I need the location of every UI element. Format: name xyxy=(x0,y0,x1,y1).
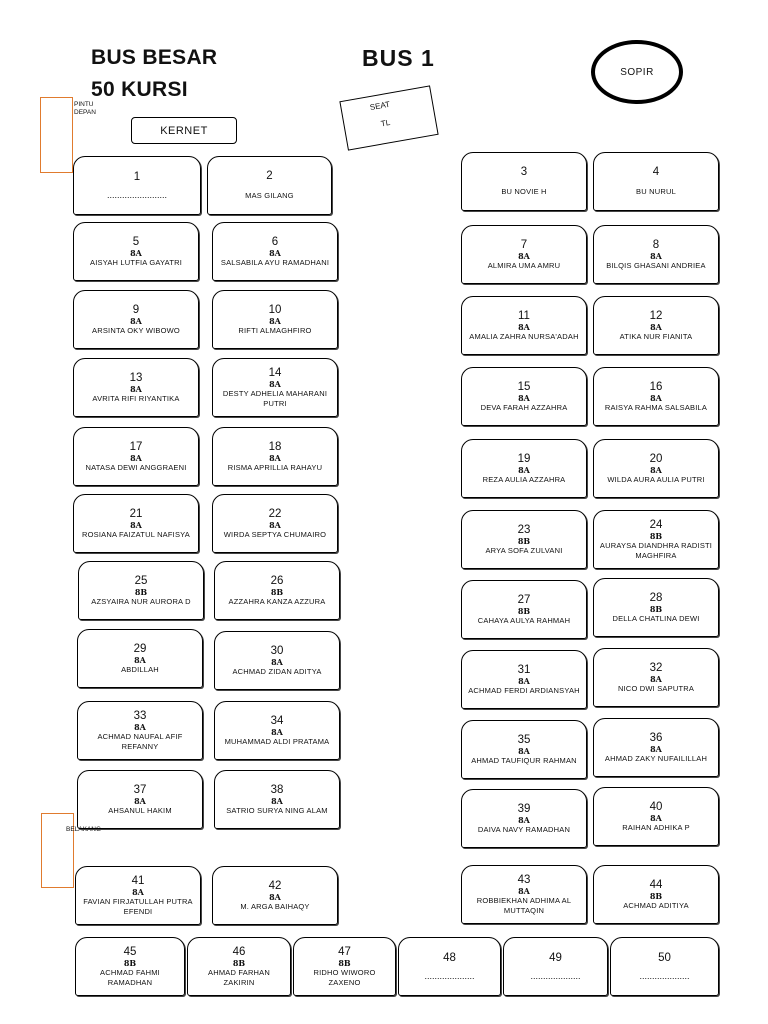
seat-13 xyxy=(73,358,199,417)
passenger-name: BU NOVIE H xyxy=(501,187,547,196)
passenger-name: ACHMAD FAHMI RAMADHAN xyxy=(100,967,160,987)
seat-45 xyxy=(75,937,185,996)
seat-number: 47 xyxy=(338,945,351,958)
seat-19 xyxy=(461,439,587,498)
seat-25 xyxy=(78,561,204,620)
seat-29 xyxy=(77,629,203,688)
seat-number: 31 xyxy=(517,663,531,676)
seat-39 xyxy=(461,789,587,848)
passenger-name: AZZAHRA KANZA AZZURA xyxy=(228,596,326,606)
seat-number: 16 xyxy=(649,380,663,393)
seat-number: 10 xyxy=(268,303,282,316)
passenger-name: ACHMAD ZIDAN ADITYA xyxy=(232,666,322,676)
seat-number: 29 xyxy=(133,642,147,655)
seat-number: 17 xyxy=(129,440,143,453)
passenger-name: ALMIRA UMA AMRU xyxy=(487,260,561,270)
seat-class: 8A xyxy=(518,321,530,332)
seat-class: 8A xyxy=(130,519,142,530)
seat-class: 8A xyxy=(518,392,530,403)
tour-leader-seat-label: SEAT xyxy=(369,99,391,113)
seat-number: 26 xyxy=(270,574,284,587)
passenger-name: AZSYAIRA NUR AURORA D xyxy=(91,596,191,606)
seat-number: 21 xyxy=(129,507,143,520)
seat-24 xyxy=(593,510,719,569)
seat-10 xyxy=(212,290,338,349)
passenger-name: AVRITA RIFI RIYANTIKA xyxy=(92,393,180,403)
seat-number: 12 xyxy=(649,309,663,322)
seat-class: 8A xyxy=(269,247,281,258)
driver-seat xyxy=(591,40,683,104)
seat-class: 8A xyxy=(132,886,144,897)
seat-7 xyxy=(461,225,587,284)
seat-number: 41 xyxy=(131,874,145,887)
seat-number: 7 xyxy=(520,238,528,251)
seat-class: 8A xyxy=(518,675,530,686)
seat-6 xyxy=(212,222,338,281)
tour-leader-seat xyxy=(339,85,438,150)
passenger-name: SALSABILA AYU RAMADHANI xyxy=(220,257,330,267)
seat-number: 2 xyxy=(266,170,273,182)
seat-33 xyxy=(77,701,203,760)
seat-class: 8A xyxy=(650,743,662,754)
passenger-name: CAHAYA AULYA RAHMAH xyxy=(477,615,571,625)
passenger-name: RAISYA RAHMA SALSABILA xyxy=(604,402,708,412)
passenger-name: AHSANUL HAKIM xyxy=(108,805,172,815)
seat-41 xyxy=(75,866,201,925)
seat-class: 8B xyxy=(270,586,284,597)
seat-class: 8A xyxy=(518,814,530,825)
seat-class: 8B xyxy=(517,605,531,616)
seat-number: 19 xyxy=(517,452,531,465)
seat-number: 50 xyxy=(658,952,671,964)
seat-31 xyxy=(461,650,587,709)
passenger-name: FAVIAN FIRJATULLAH PUTRA EFENDI xyxy=(83,896,193,916)
seat-class: 8A xyxy=(269,891,281,902)
passenger-name: BU NURUL xyxy=(636,187,676,196)
seat-class: 8A xyxy=(650,812,662,823)
seat-3 xyxy=(461,152,587,211)
passenger-name: .................... xyxy=(530,971,581,981)
seat-number: 38 xyxy=(270,783,284,796)
seat-number: 46 xyxy=(232,945,246,958)
seat-44 xyxy=(593,865,719,924)
seat-number: 6 xyxy=(271,235,279,248)
seat-number: 8 xyxy=(652,238,660,251)
seat-number: 25 xyxy=(134,574,148,587)
seat-number: 40 xyxy=(649,800,663,813)
passenger-name: ARSINTA OKY WIBOWO xyxy=(92,325,180,335)
seat-class: 8A xyxy=(269,519,281,530)
passenger-name: .................... xyxy=(639,971,690,981)
seat-30 xyxy=(214,631,340,690)
passenger-name: WILDA AURA AULIA PUTRI xyxy=(607,474,705,484)
seat-number: 44 xyxy=(649,878,663,891)
seat-number: 15 xyxy=(517,380,531,393)
seat-number: 30 xyxy=(270,644,284,657)
seat-class: 8A xyxy=(271,726,283,737)
seat-class: 8A xyxy=(518,464,530,475)
seat-number: 28 xyxy=(649,591,663,604)
seat-17 xyxy=(73,427,199,486)
seat-number: 32 xyxy=(649,661,663,674)
bus-type-title: BUS BESAR xyxy=(91,46,218,69)
seat-number: 18 xyxy=(268,440,282,453)
seat-34 xyxy=(214,701,340,760)
seat-number: 24 xyxy=(649,518,663,531)
seat-48 xyxy=(398,937,501,996)
seat-class: 8A xyxy=(650,321,662,332)
passenger-name: MAS GILANG xyxy=(245,191,294,200)
seat-number: 42 xyxy=(268,879,282,892)
passenger-name: ROBBIEKHAN ADHIMA AL MUTTAQIN xyxy=(476,895,572,915)
passenger-name: RIDHO WIWORO ZAXENO xyxy=(313,967,376,987)
seat-27 xyxy=(461,580,587,639)
seat-number: 36 xyxy=(649,731,663,744)
seat-number: 34 xyxy=(270,714,284,727)
passenger-name: MUHAMMAD ALDI PRATAMA xyxy=(224,736,330,746)
passenger-name: DESTY ADHELIA MAHARANI PUTRI xyxy=(222,388,328,408)
seat-class: 8B xyxy=(123,957,137,968)
passenger-name: AMALIA ZAHRA NURSA'ADAH xyxy=(469,331,579,341)
passenger-name: ACHMAD NAUFAL AFIF REFANNY xyxy=(97,731,183,751)
seat-class: 8B xyxy=(338,957,351,968)
passenger-name: ROSIANA FAIZATUL NAFISYA xyxy=(81,529,191,539)
seat-43 xyxy=(461,865,587,924)
seat-42 xyxy=(212,866,338,925)
seat-40 xyxy=(593,787,719,846)
seat-26 xyxy=(214,561,340,620)
passenger-name: RAIHAN ADHIKA P xyxy=(622,822,690,832)
seat-class: 8A xyxy=(650,673,662,684)
passenger-name: AURAYSA DIANDHRA RADISTI MAGHFIRA xyxy=(599,540,713,560)
passenger-name: DAIVA NAVY RAMADHAN xyxy=(477,824,571,834)
seat-5 xyxy=(73,222,199,281)
seat-14 xyxy=(212,358,338,417)
seat-number: 5 xyxy=(132,235,140,248)
seat-38 xyxy=(214,770,340,829)
passenger-name: DEVA FARAH AZZAHRA xyxy=(480,402,568,412)
seat-20 xyxy=(593,439,719,498)
bus-number-title: BUS 1 xyxy=(362,45,435,71)
seat-number: 23 xyxy=(517,523,531,536)
seat-number: 1 xyxy=(133,171,141,183)
passenger-name: BILQIS GHASANI ANDRIEA xyxy=(606,260,706,270)
front-door xyxy=(40,97,73,173)
seat-22 xyxy=(212,494,338,553)
seat-number: 4 xyxy=(652,166,660,178)
seat-count-title: 50 KURSI xyxy=(91,78,188,101)
seat-8 xyxy=(593,225,719,284)
seat-class: 8A xyxy=(134,654,146,665)
seat-number: 14 xyxy=(268,366,282,379)
seat-21 xyxy=(73,494,199,553)
seat-4 xyxy=(593,152,719,211)
rear-door-label: BELAKANG xyxy=(66,826,102,833)
seat-37 xyxy=(77,770,203,829)
seat-class: 8B xyxy=(517,535,531,546)
seat-11 xyxy=(461,296,587,355)
seat-class: 8B xyxy=(232,957,246,968)
seat-47 xyxy=(293,937,396,996)
seat-class: 8A xyxy=(650,250,662,261)
conductor-seat xyxy=(131,117,237,144)
seat-number: 48 xyxy=(443,952,456,964)
seat-number: 20 xyxy=(649,452,663,465)
passenger-name: WIRDA SEPTYA CHUMAIRO xyxy=(223,529,327,539)
seat-12 xyxy=(593,296,719,355)
seat-class: 8A xyxy=(269,378,281,389)
seat-class: 8B xyxy=(649,603,663,614)
seat-class: 8A xyxy=(518,885,530,896)
passenger-name: NATASA DEWI ANGGRAENI xyxy=(85,462,187,472)
seat-number: 13 xyxy=(129,371,143,384)
passenger-name: SATRIO SURYA NING ALAM xyxy=(226,805,328,815)
seat-number: 33 xyxy=(133,709,147,722)
passenger-name: .................... xyxy=(424,971,475,981)
seat-49 xyxy=(503,937,608,996)
driver-label: SOPIR xyxy=(620,66,654,78)
seat-class: 8A xyxy=(518,745,530,756)
seat-class: 8A xyxy=(130,247,142,258)
seat-class: 8A xyxy=(130,452,142,463)
front-door-label: PINTU DEPAN xyxy=(74,101,96,116)
seat-class: 8A xyxy=(130,383,142,394)
seat-class: 8A xyxy=(518,250,530,261)
seat-1 xyxy=(73,156,201,215)
passenger-name: ACHMAD ADITIYA xyxy=(623,900,689,910)
passenger-name: RIFTI ALMAGHFIRO xyxy=(238,325,312,335)
seat-28 xyxy=(593,578,719,637)
seat-number: 3 xyxy=(520,166,528,178)
seat-class: 8B xyxy=(134,586,148,597)
seat-class: 8A xyxy=(271,795,283,806)
seat-number: 37 xyxy=(133,783,147,796)
seat-class: 8A xyxy=(130,315,142,326)
seat-50 xyxy=(610,937,719,996)
seat-23 xyxy=(461,510,587,569)
passenger-name: ATIKA NUR FIANITA xyxy=(619,331,693,341)
passenger-name: DELLA CHATLINA DEWI xyxy=(612,613,700,623)
seat-number: 43 xyxy=(517,873,531,886)
seat-class: 8A xyxy=(134,721,146,732)
passenger-name: RISMA APRILLIA RAHAYU xyxy=(227,462,323,472)
seat-number: 49 xyxy=(549,952,562,964)
seat-class: 8B xyxy=(649,890,663,901)
passenger-name: AHMAD TAUFIQUR RAHMAN xyxy=(471,755,577,765)
seat-number: 11 xyxy=(518,309,530,322)
seat-number: 22 xyxy=(268,507,282,520)
seat-9 xyxy=(73,290,199,349)
passenger-name: M. ARGA BAIHAQY xyxy=(240,901,310,911)
passenger-name: ........................ xyxy=(106,190,167,200)
seat-class: 8A xyxy=(271,656,283,667)
passenger-name: ARYA SOFA ZULVANI xyxy=(485,545,563,555)
tour-leader-label: TL xyxy=(380,117,391,129)
passenger-name: ACHMAD FERDI ARDIANSYAH xyxy=(468,685,580,695)
passenger-name: NICO DWI SAPUTRA xyxy=(617,683,695,693)
seat-16 xyxy=(593,367,719,426)
seat-number: 45 xyxy=(123,945,137,958)
seat-class: 8A xyxy=(650,392,662,403)
seat-35 xyxy=(461,720,587,779)
passenger-name: AHMAD ZAKY NUFAILILLAH xyxy=(604,753,708,763)
passenger-name: AISYAH LUTFIA GAYATRI xyxy=(90,257,182,267)
seat-2 xyxy=(207,156,332,215)
seat-number: 39 xyxy=(517,802,531,815)
passenger-name: REZA AULIA AZZAHRA xyxy=(482,474,566,484)
seat-class: 8A xyxy=(269,452,281,463)
rear-door xyxy=(41,813,74,888)
seat-number: 9 xyxy=(132,303,140,316)
seat-32 xyxy=(593,648,719,707)
seat-class: 8A xyxy=(269,315,281,326)
seat-class: 8A xyxy=(650,464,662,475)
seat-18 xyxy=(212,427,338,486)
seat-number: 35 xyxy=(517,733,531,746)
seat-class: 8A xyxy=(134,795,146,806)
passenger-name: AHMAD FARHAN ZAKIRIN xyxy=(208,967,270,987)
passenger-name: ABDILLAH xyxy=(121,664,159,674)
seat-class: 8B xyxy=(649,530,663,541)
seat-15 xyxy=(461,367,587,426)
seat-36 xyxy=(593,718,719,777)
conductor-label: KERNET xyxy=(160,124,208,137)
seat-46 xyxy=(187,937,291,996)
seat-number: 27 xyxy=(517,593,531,606)
